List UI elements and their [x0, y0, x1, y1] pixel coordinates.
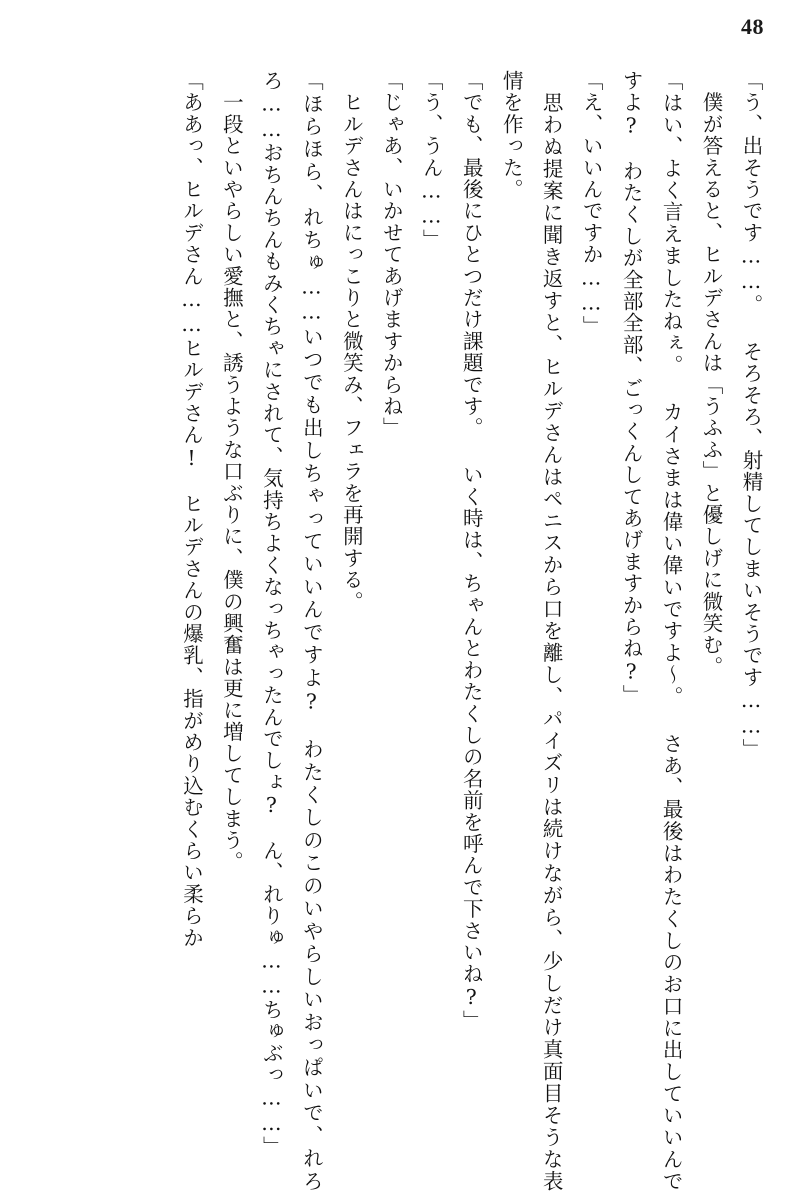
body-paragraph: 「はい、よく言えましたねぇ。 カイさまは偉い偉いですよ～。 さあ、最後はわたくしのお口に出していいんですよ? わたくしが全部全部、ごっくんしてあげますからね?」: [619, 70, 684, 1192]
body-paragraph: 僕が答えると、ヒルデさんは「うふふ」と優しげに微笑む。: [699, 70, 724, 678]
body-paragraph: 思わぬ提案に聞き返すと、ヒルデさんはペニスから口を離し、パイズリは続けながら、少しだけ真面目そうな表情を作った。: [499, 70, 564, 1192]
body-paragraph: 「え、いいんですか……」: [579, 70, 604, 338]
body-paragraph: 「ほらほら、れちゅ……いつでも出しちゃっていいんですよ? わたくしのこのいやらしいおっぱいで、れろろ……おちんちんもみくちゃにされて、気持ちよくなっちゃったんでしょ? ん、れりゅ……ちゅぶっ……」: [259, 70, 324, 1192]
body-paragraph: 「う、出そうです……。 そろそろ、射精してしまいそうです……」: [739, 70, 763, 761]
body-paragraph: 「う、うん……」: [419, 70, 444, 251]
body-paragraph: 「でも、最後にひとつだけ課題です。 いく時は、ちゃんとわたくしの名前を呼んで下さいね?」: [459, 70, 484, 1032]
body-paragraph: 一段といやらしい愛撫と、誘うような口ぶりに、僕の興奮は更に増してしまう。: [219, 70, 244, 873]
page-number: 48: [741, 14, 764, 39]
body-paragraph: 「じゃあ、いかせてあげますからね」: [379, 70, 404, 439]
page-body-text: [30, 70, 770, 1192]
body-paragraph: 「ああっ、ヒルデさん……ヒルデさん! ヒルデさんの爆乳、指がめり込むくらい柔らか: [179, 70, 204, 949]
body-paragraph: ヒルデさんはにっこりと微笑み、フェラを再開する。: [339, 70, 364, 613]
